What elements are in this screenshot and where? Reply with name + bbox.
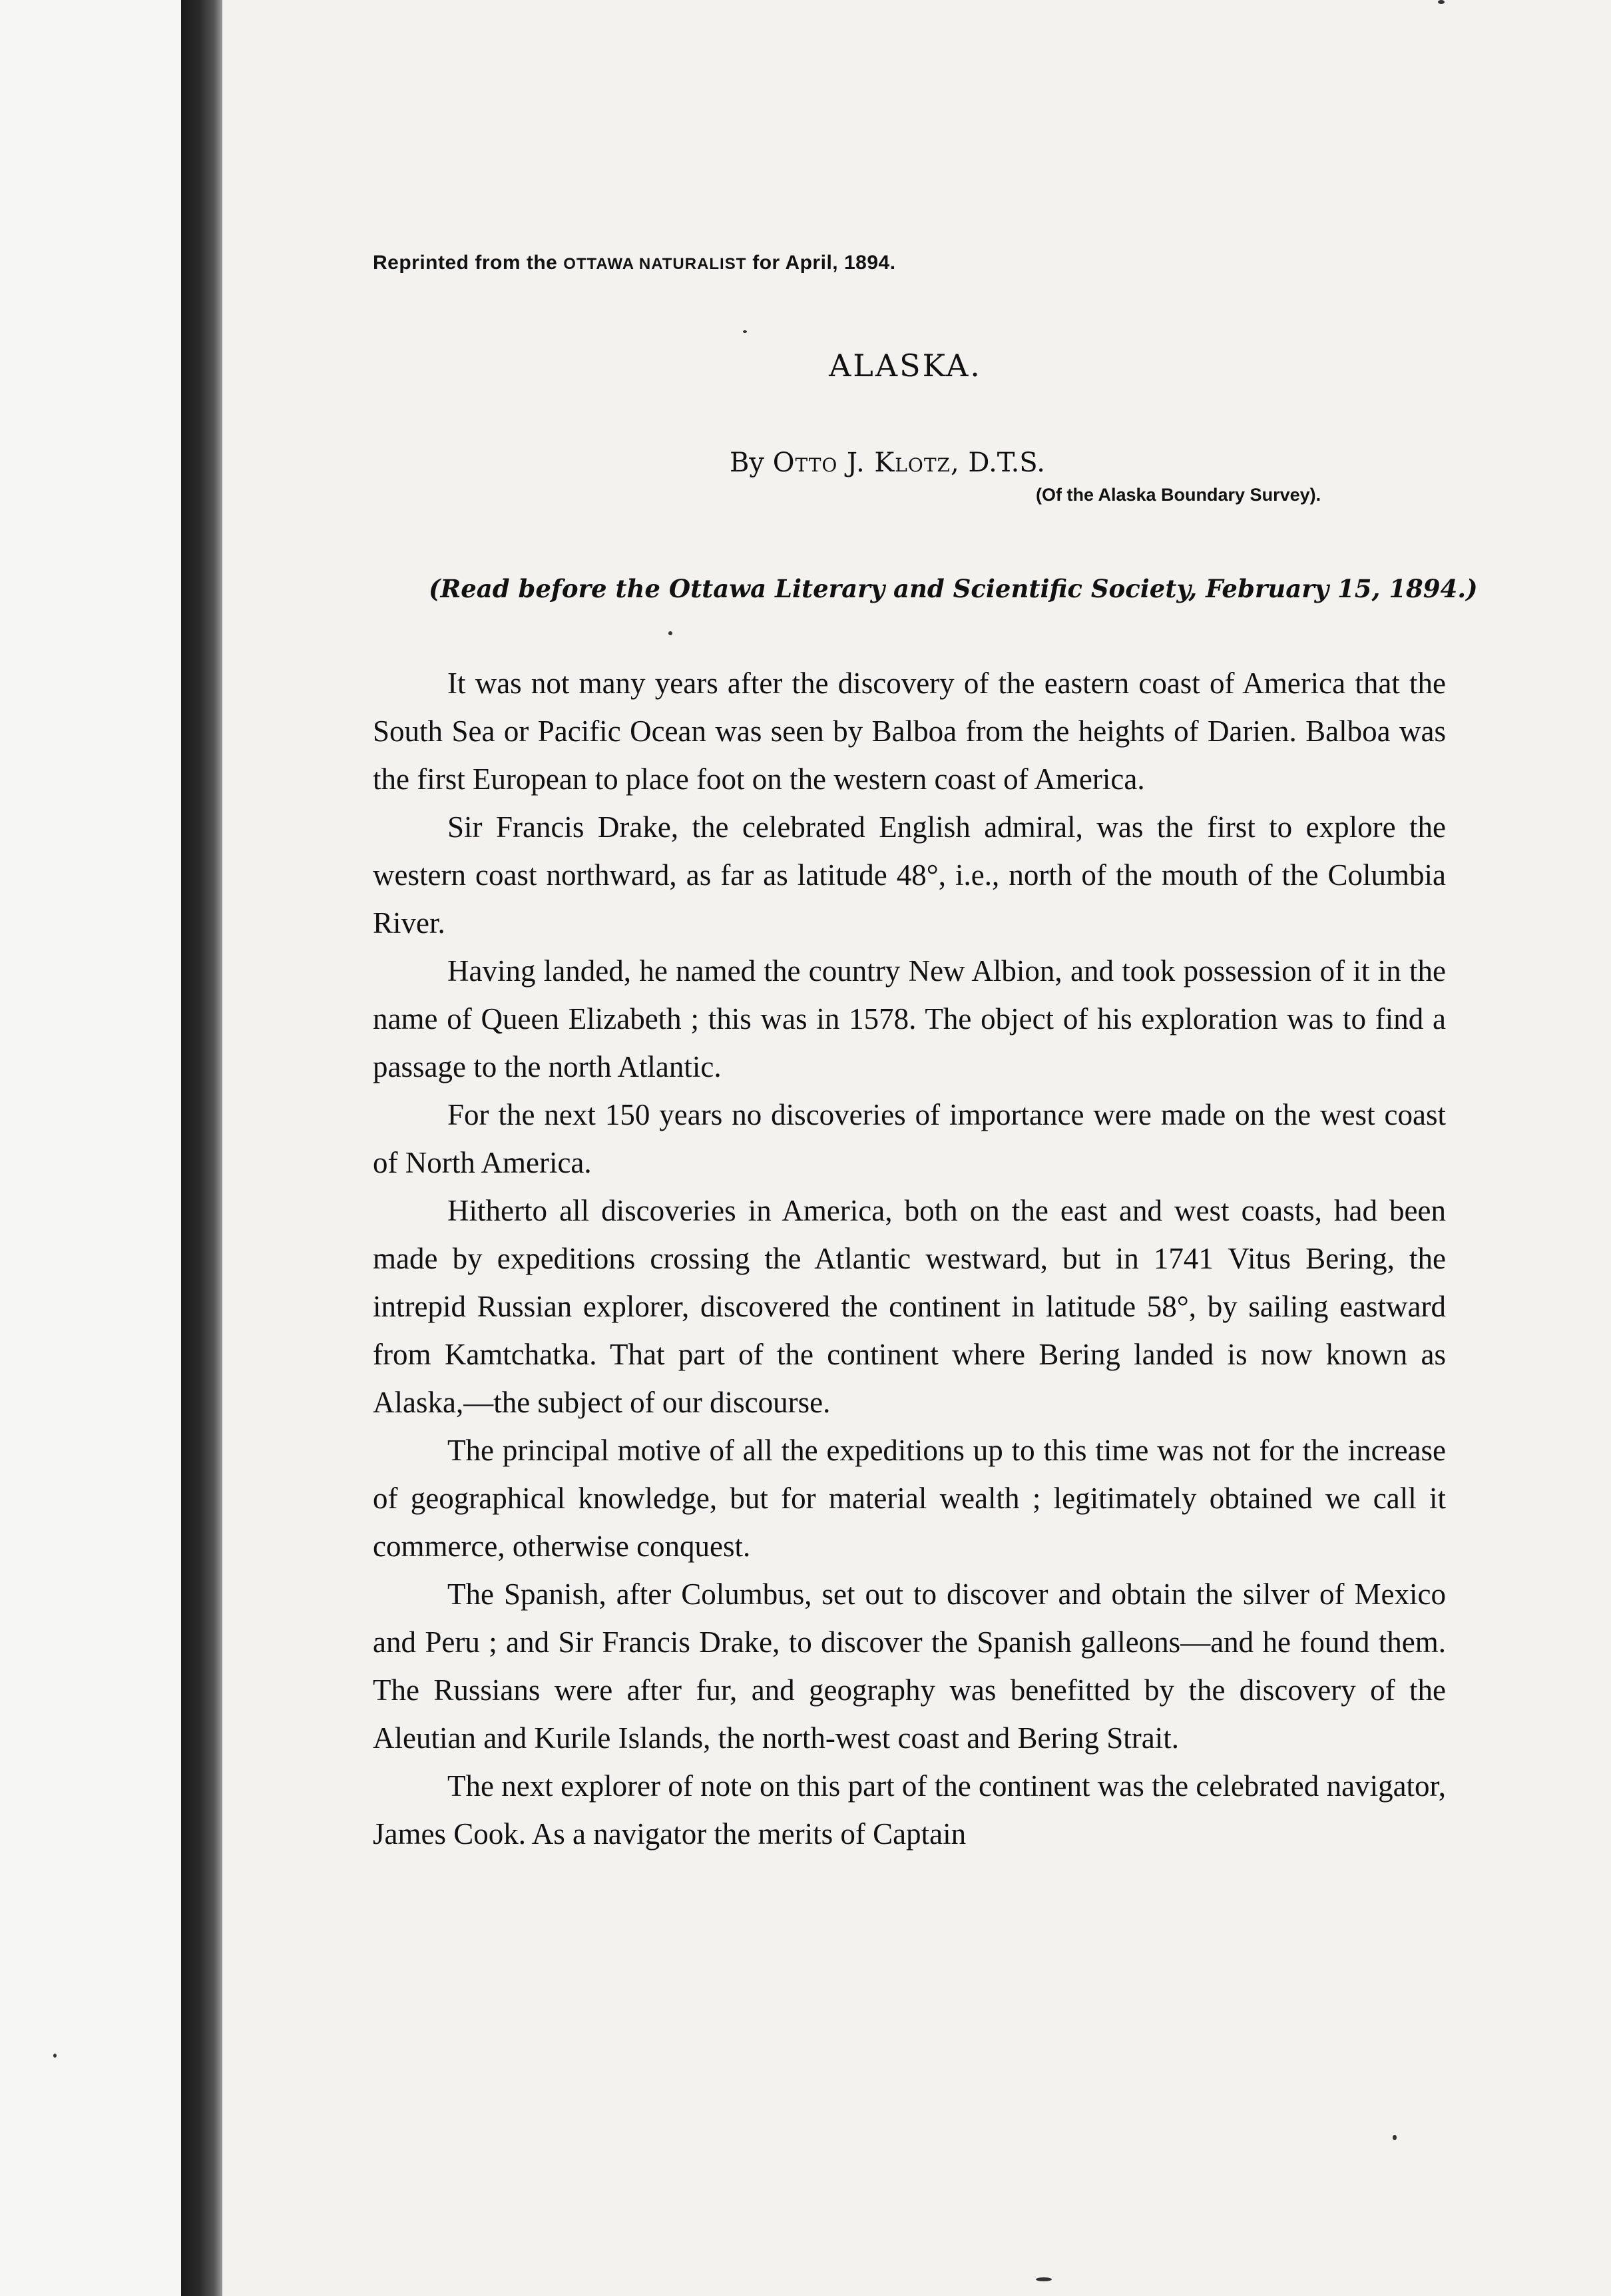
scan-speck (1036, 2277, 1052, 2281)
scan-speck (1393, 2135, 1397, 2140)
read-note: (Read before the Ottawa Literary and Scientific Society, February 15, 1894.) (429, 574, 1478, 603)
reprint-suffix: for April, 1894. (752, 252, 896, 274)
byline (730, 447, 1045, 478)
binding-edge (181, 0, 222, 2296)
left-margin (0, 0, 181, 2296)
reprint-source: OTTAWA NATURALIST (563, 255, 747, 273)
reprint-notice (373, 252, 896, 274)
paragraph: Hitherto all discoveries in America, both on the east and west coasts, had been made by expeditions crossing the Atlantic westward, but in 1741 Vitus Bering, the intrepid Russian explorer, discovered the continent in latitude 58°, by sailing eastward from Kamtchatka. That part of the continent where Bering landed is now known as Alaska,—the subject of our discourse. (373, 1194, 1446, 1419)
paragraph: The principal motive of all the expeditions up to this time was not for the increase of geographical knowledge, but for material wealth ; legitimately obtained we call it commerce, otherwise conquest. (373, 1434, 1446, 1563)
paragraph: Sir Francis Drake, the celebrated English admiral, was the first to explore the western coast northward, as far as latitude 48°, i.e., north of the mouth of the Columbia River. (373, 810, 1446, 940)
scan-speck (53, 2054, 57, 2058)
paragraph: Having landed, he named the country New Albion, and took possession of it in the name of Queen Elizabeth ; this was in 1578. The object of his exploration was to find a passage to the north Atlantic. (373, 954, 1446, 1083)
paragraph: The next explorer of note on this part of the continent was the celebrated navigator, James Cook. As a navigator the merits of Captain (373, 1769, 1446, 1851)
paragraph: For the next 150 years no discoveries of importance were made on the west coast of North America. (373, 1098, 1446, 1179)
scan-speck (743, 330, 747, 333)
byline-prefix: By (730, 447, 764, 478)
page-title: ALASKA. (829, 348, 982, 384)
author-name: Otto J. Klotz, (772, 447, 960, 478)
reprint-prefix: Reprinted from the (373, 252, 558, 274)
affiliation: (Of the Alaska Boundary Survey). (1036, 485, 1321, 505)
paragraph: It was not many years after the discovery of the eastern coast of America that the South Sea or Pacific Ocean was seen by Balboa from the heights of Darien. Balboa was the first European to place foot on the western coast of America. (373, 667, 1446, 796)
scan-speck (668, 631, 672, 635)
scan-speck (1438, 0, 1445, 4)
article-body (373, 659, 1446, 1858)
author-degree: D.T.S. (968, 447, 1045, 478)
paragraph: The Spanish, after Columbus, set out to discover and obtain the silver of Mexico and Peru ; and Sir Francis Drake, to discover the Spanish galleons—and he found them. The Russians were after fur, and geography was benefitted by the discovery of the Aleutian and Kurile Islands, the north-west coast and Bering Strait. (373, 1578, 1446, 1755)
